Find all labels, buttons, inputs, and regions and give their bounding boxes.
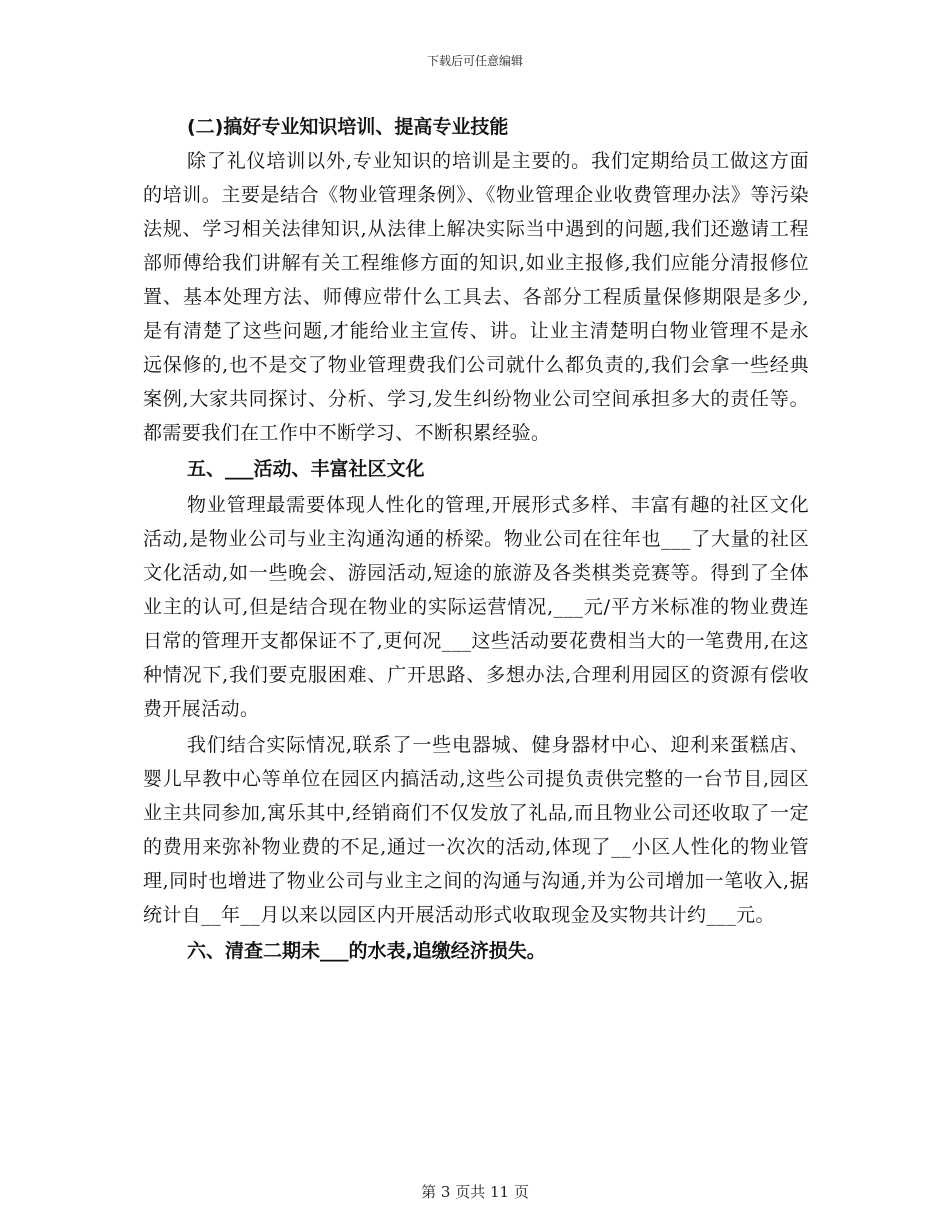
section-heading-activities: 五、___活动、丰富社区文化 bbox=[187, 458, 425, 480]
page-header-note: 下载后可任意编辑 bbox=[426, 54, 523, 68]
section-heading-water-meter: 六、清查二期未___的水表,追缴经济损失。 bbox=[187, 940, 546, 962]
document-body bbox=[143, 110, 809, 968]
paragraph-training: 除了礼仪培训以外,专业知识的培训是主要的。我们定期给员工做这方面的培训。主要是结合《物业管理条例》、《物业管理企业收费管理办法》等污染法规、学习相关法律知识,从法律上解决实际当中遇到的问题,我们还邀请工程部师傅给我们讲解有关工程维修方面的知识,如业主报修,我们应能分清报修位置、基本处理方法、师傅应带什么工具去、各部分工程质量保修期限是多少,是有清楚了这些问题,才能给业主宣传、讲。让业主清楚明白物业管理不是永远保修的,也不是交了物业管理费我们公司就什么都负责的,我们会拿一些经典案例,大家共同探讨、分析、学习,发生纠纷物业公司空间承担多大的责任等。都需要我们在工作中不断学习、不断积累经验。 bbox=[143, 150, 809, 444]
paragraph-activities-1: 物业管理最需要体现人性化的管理,开展形式多样、丰富有趣的社区文化活动,是物业公司与业主沟通沟通的桥梁。物业公司在往年也___了大量的社区文化活动,如一些晚会、游园活动,短途的旅游及各类棋类竞赛等。得到了全体业主的认可,但是结合现在物业的实际运营情况,___元/平方米标准的物业费连日常的管理开支都保证不了,更何况___这些活动要花费相当大的一笔费用,在这种情况下,我们要克服困难、广开思路、多想办法,合理利用园区的资源有偿收费开展活动。 bbox=[143, 494, 809, 720]
section-heading-training: (二)搞好专业知识培训、提高专业技能 bbox=[187, 116, 509, 138]
page-number: 第 3 页共 11 页 bbox=[421, 1183, 529, 1201]
paragraph-activities-2: 我们结合实际情况,联系了一些电器城、健身器材中心、迎利来蛋糕店、婴儿早教中心等单位在园区内搞活动,这些公司提负责供完整的一台节目,园区业主共同参加,寓乐其中,经销商们不仅发放了礼品,而且物业公司还收取了一定的费用来弥补物业费的不足,通过一次次的活动,体现了__小区人性化的物业管理,同时也增进了物业公司与业主之间的沟通与沟通,并为公司增加一笔收入,据统计自__年__月以来以园区内开展活动形式收取现金及实物共计约___元。 bbox=[143, 734, 809, 926]
